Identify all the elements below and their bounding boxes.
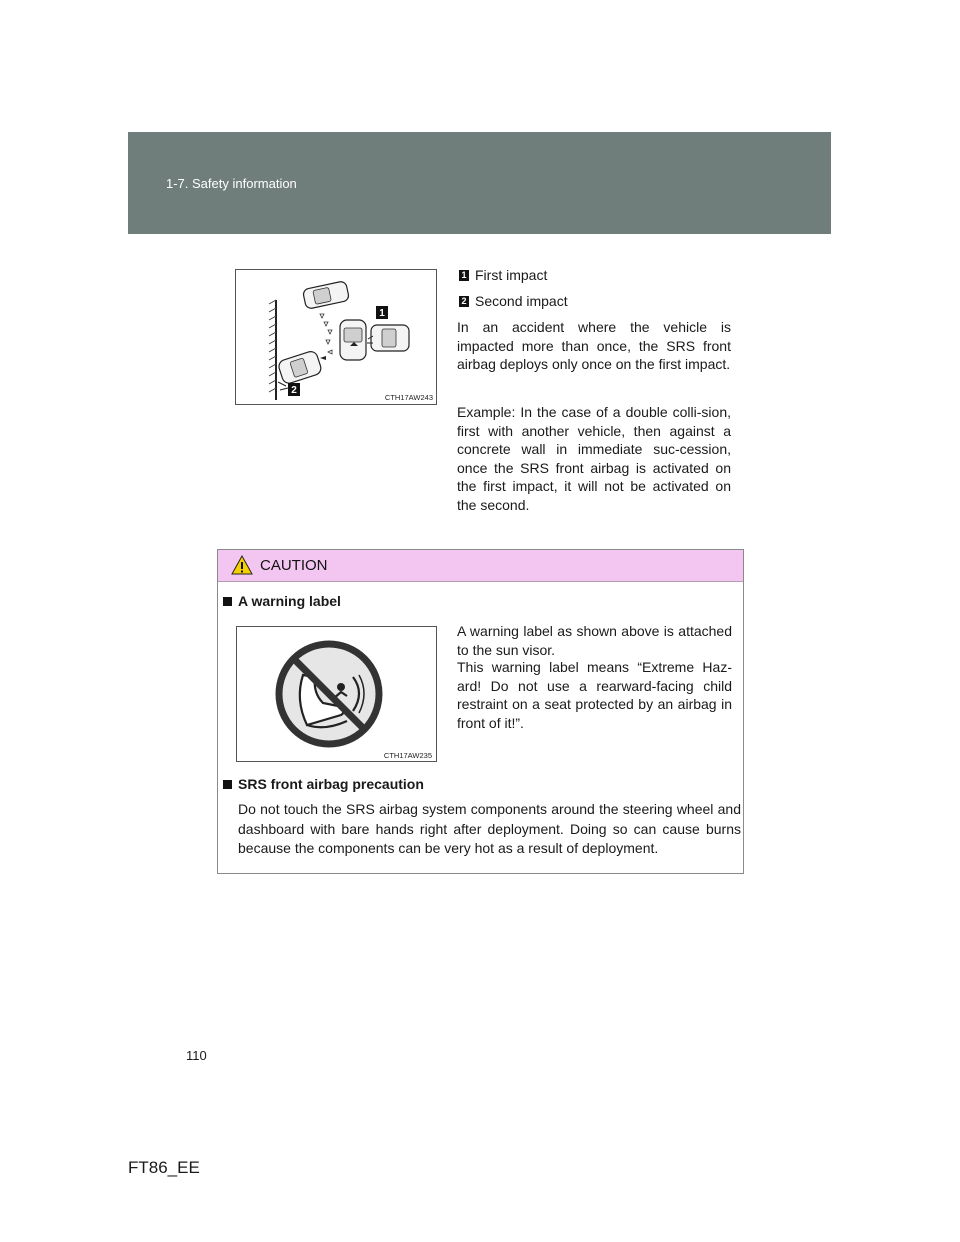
square-bullet-icon [223,780,232,789]
caution-title: CAUTION [260,557,328,574]
warning-label-meaning-text: This warning label means “Extreme Haz-ard! Do not use a rearward-facing child restraint on a seat protected by an airbag in front of it!”. [457,659,732,731]
warning-label-heading [223,593,341,609]
caution-header [218,550,743,582]
collision-illustration [235,269,437,405]
warning-label-location-text: A warning label as shown above is attached to the sun visor. [457,623,732,658]
figure-code: CTH17AW243 [384,393,433,402]
callout-2: 2 [291,385,297,396]
heading-text: SRS front airbag precaution [238,776,424,792]
warning-triangle-icon [231,555,253,575]
callout-1: 1 [379,308,385,319]
page-number: 110 [186,1048,207,1063]
section-header-bar [128,132,831,234]
section-title: 1-7. Safety information [166,176,297,191]
example-paragraph: Example: In the case of a double colli-sion, first with another vehicle, then against a concrete wall in immediate suc-cession, once the SRS front airbag is activated on the first impact, it will not be activated on the second. [457,404,731,513]
warning-label-illustration [236,626,437,762]
legend-label: First impact [475,267,548,283]
legend-number: 2 [459,296,469,307]
caution-box [217,549,744,874]
collision-diagram [236,270,436,404]
no-rearward-child-seat-icon [237,627,436,761]
legend-item-first-impact [459,266,547,284]
airbag-precaution-heading [223,776,424,792]
legend-item-second-impact [459,292,568,310]
heading-text: A warning label [238,593,341,609]
legend-number: 1 [459,270,469,281]
airbag-precaution-text: Do not touch the SRS airbag system components around the steering wheel and dashboard with bare hands right after deployment. Doing so can cause burns because the components can be very hot as a result of deployment. [238,801,741,856]
explanation-paragraph: In an accident where the vehicle is impacted more than once, the SRS front airbag deploys only once on the first impact. [457,319,731,372]
figure-code: CTH17AW235 [383,751,432,760]
square-bullet-icon [223,597,232,606]
document-code: FT86_EE [128,1158,200,1177]
legend-label: Second impact [475,293,568,309]
